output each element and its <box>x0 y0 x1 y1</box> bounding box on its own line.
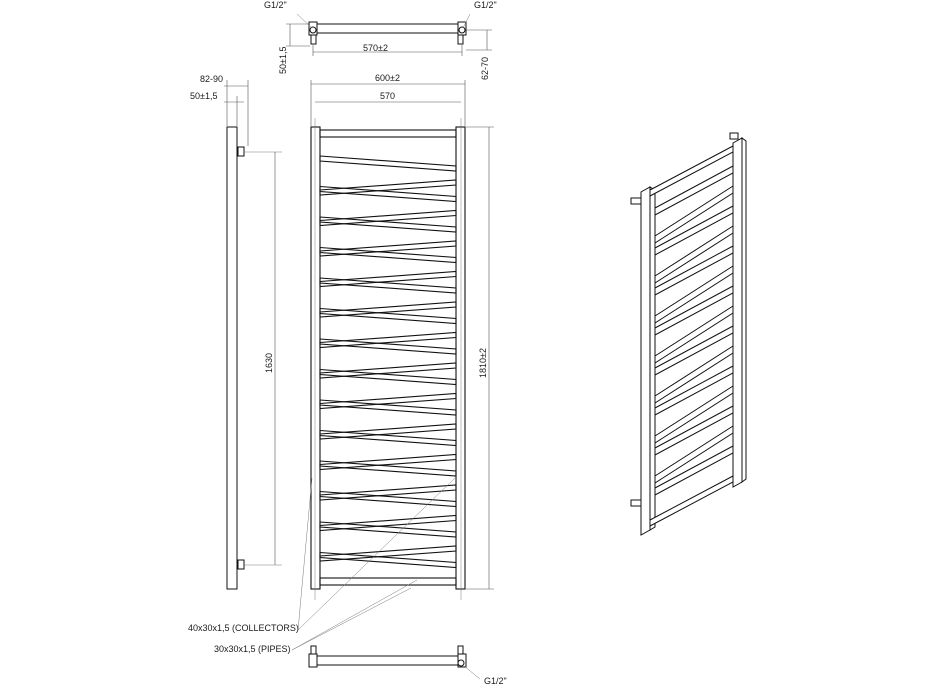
dim-axis-width: 570 <box>380 91 396 101</box>
bottom-view-left-collector <box>309 654 317 667</box>
top-view-left-valve <box>311 35 316 44</box>
callout-pipes: 30x30x1,5 (PIPES) <box>214 644 291 654</box>
top-view <box>286 14 492 56</box>
iso-bottom-bracket <box>631 500 641 506</box>
top-view-right-valve <box>458 35 463 44</box>
iso-pipes <box>655 166 733 495</box>
dim-overall-width: 600±2 <box>375 73 400 83</box>
top-inlet-left-icon <box>310 27 316 33</box>
callout-collectors: 40x30x1,5 (COLLECTORS) <box>188 623 299 633</box>
dim-bottom-inlet: G1/2" <box>484 676 507 686</box>
bottom-inlet-icon <box>458 660 464 666</box>
front-right-collector <box>456 127 465 589</box>
top-view-body <box>313 24 462 33</box>
front-left-collector <box>311 127 320 589</box>
front-top-bar <box>320 130 456 137</box>
side-view-collector <box>227 127 237 589</box>
iso-top-bracket <box>631 198 641 204</box>
front-pipe <box>320 156 456 171</box>
iso-left-collector <box>641 187 650 535</box>
iso-top-valve <box>730 133 738 139</box>
bottom-view-right-valve <box>458 646 463 654</box>
dim-side-depth: 50±1,5 <box>190 91 218 101</box>
front-pipes <box>320 156 456 568</box>
callout-leaders <box>292 478 455 650</box>
iso-right-collector <box>733 138 742 487</box>
side-view-bottom-bracket <box>238 560 244 569</box>
iso-pipe <box>655 166 733 215</box>
dim-top-width: 570±2 <box>363 43 388 53</box>
dim-top-depth: 50±1,5 <box>278 46 288 74</box>
iso-left-collector-side <box>650 187 655 530</box>
bottom-view <box>309 646 480 679</box>
dim-top-inlet-right: G1/2" <box>474 0 497 10</box>
dim-top-offset: 62-70 <box>480 56 490 80</box>
isometric-view <box>631 133 746 535</box>
dim-overall-height: 1810±2 <box>478 348 488 378</box>
dim-top-inlet-left: G1/2" <box>264 0 287 10</box>
front-view <box>311 80 494 600</box>
dim-wall-distance: 82-90 <box>200 74 224 84</box>
bottom-view-left-valve <box>311 646 316 654</box>
top-inlet-right-icon <box>459 27 465 33</box>
front-bottom-bar <box>320 578 456 585</box>
bottom-view-body <box>313 656 462 665</box>
side-view-top-bracket <box>238 147 244 156</box>
side-view <box>224 80 282 589</box>
dim-axis-height: 1630 <box>264 352 274 373</box>
iso-right-collector-side <box>742 138 746 482</box>
